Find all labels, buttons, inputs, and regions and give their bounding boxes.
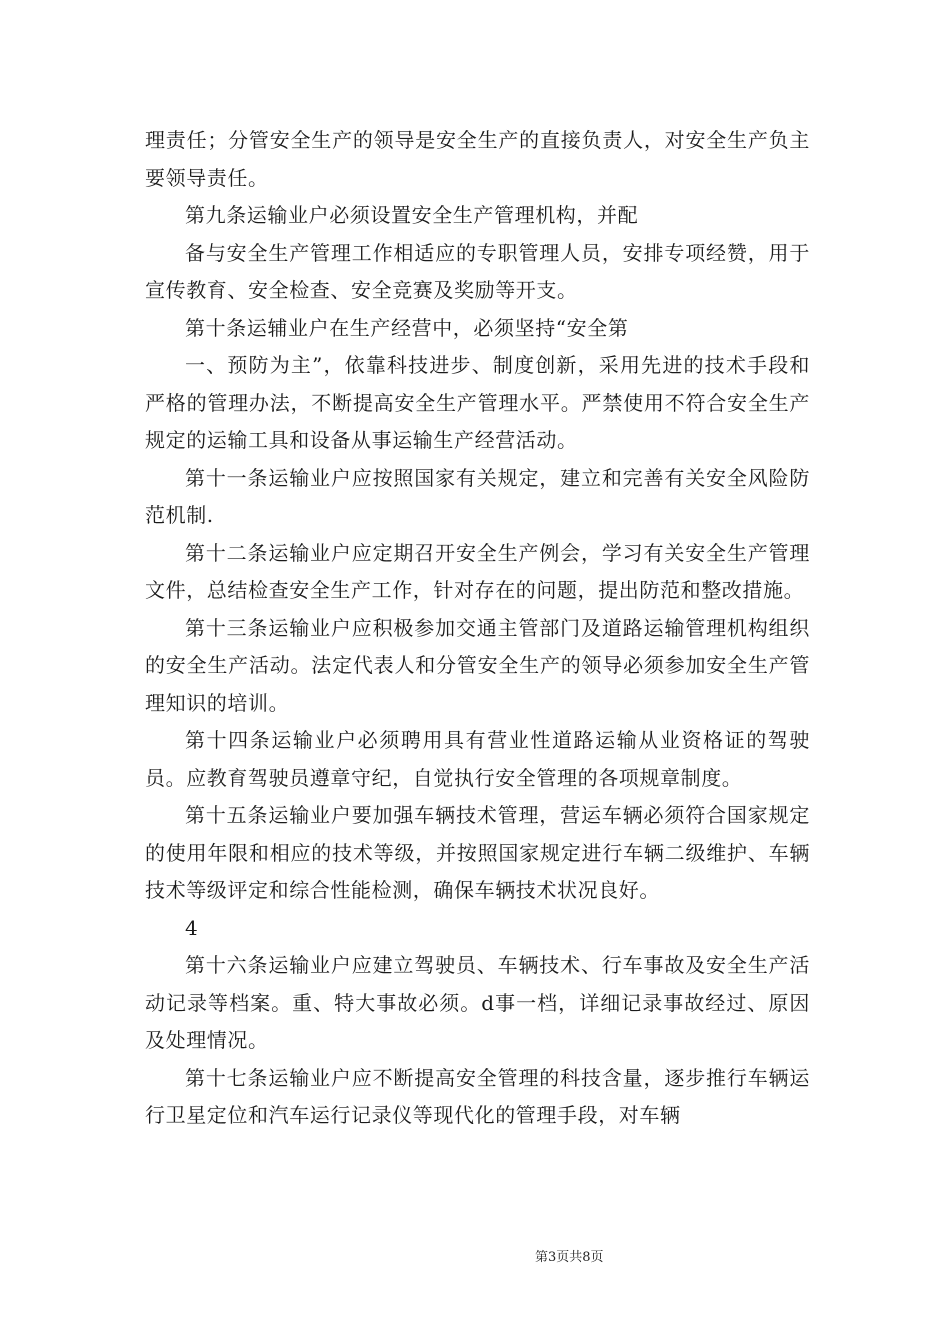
inline-number: 4 bbox=[185, 915, 199, 940]
paragraph-3: 备与安全生产管理工作相适应的专职管理人员，安排专项经赞，用于宣传教育、安全检查、安全竞赛及奖励等开支。 bbox=[145, 240, 810, 302]
paragraph-6: 第十一条运输业户应按照国家有关规定，建立和完善有关安全风险防范机制. bbox=[145, 465, 810, 527]
paragraph-11: 第十六条运输业户应建立驾驶员、车辆技术、行车事故及安全生产活动记录等档案。重、特大事故必须。d事一档，详细记录事故经过、原因及处理情况。 bbox=[145, 953, 810, 1052]
paragraph-9: 第十四条运输业户必须聘用具有营业性道路运输从业资格证的驾驶员。应教育驾驶员遵章守纪，自觉执行安全管理的各项规章制度。 bbox=[145, 728, 810, 790]
paragraph-2: 第九条运输业户必须设置安全生产管理机构，并配 bbox=[185, 203, 639, 227]
paragraph-7: 第十二条运输业户应定期召开安全生产例会，学习有关安全生产管理文件，总结检查安全生产工作，针对存在的问题，提出防范和整改措施。 bbox=[145, 540, 810, 602]
page-footer bbox=[0, 1246, 950, 1265]
paragraph-8: 第十三条运输业户应积极参加交通主管部门及道路运输管理机构组织的安全生产活动。法定代表人和分管安全生产的领导必须参加安全生产管理知识的培训。 bbox=[145, 615, 810, 715]
paragraph-12: 第十七条运输业户应不断提高安全管理的科技含量，逐步推行车辆运行卫星定位和汽车运行记录仪等现代化的管理手段，对车辆 bbox=[145, 1065, 810, 1127]
paragraph-4: 第十条运辅业户在生产经营中，必须坚持“安全第 bbox=[185, 315, 629, 340]
paragraph-5: 一、预防为主”，依靠科技进步、制度创新，采用先进的技术手段和严格的管理办法，不断提高安全生产管理水平。严禁使用不符合安全生产规定的运输工具和设备从事运输生产经营活动。 bbox=[145, 353, 810, 452]
page-number-label: 第3页共8页 bbox=[535, 1250, 604, 1265]
paragraph-10: 第十五条运输业户要加强车辆技术管理，营运车辆必须符合国家规定的使用年限和相应的技术等级，并按照国家规定进行车辆二级维护、车辆技术等级评定和综合性能检测，确保车辆技术状况良好。 bbox=[145, 803, 810, 902]
document-body bbox=[145, 122, 810, 1135]
paragraph-1: 理责任；分管安全生产的领导是安全生产的直接负责人，对安全生产负主要领导责任。 bbox=[145, 128, 810, 190]
